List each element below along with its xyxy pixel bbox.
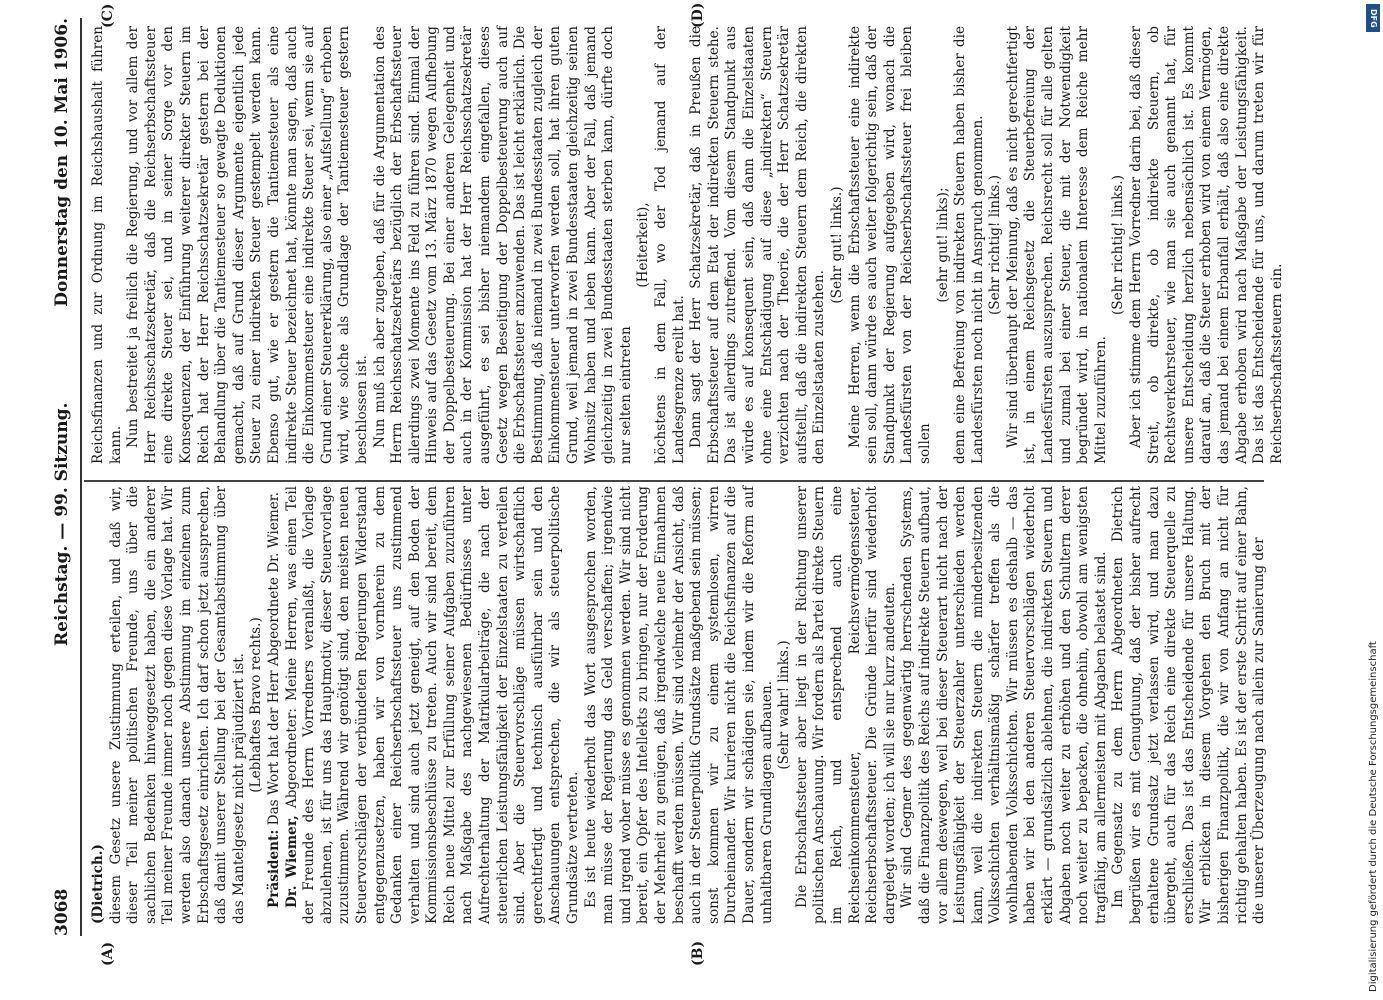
- reaction: (Heiterkeit),: [635, 202, 652, 288]
- paragraph: Im Gegensatz zu dem Herrn Abgeordneten Dietrich begrüßen wir es mit Genugtuung, daß der bisher aufrecht erhaltene Grundsatz jetzt verlassen wird, und man dazu übergeht, auch für das Reich eine direkte Steuerquelle zu erschließen. Das ist das Entscheidende für unsere Haltung. Wir erblicken in diesem Vorgehen den Bruch mit der bisherigen Finanzpolitik, die wir von Anfang an nicht für richtig gehalten haben. Es ist der erste Schritt auf einer Bahn, die unserer Überzeugung nach allein zur Sanierung der: [1110, 486, 1268, 924]
- dfg-logo: DFG: [1366, 4, 1380, 32]
- digitization-credit: Digitalisierung gefördert durch die Deutsche Forschungsgemeinschaft: [1368, 641, 1379, 992]
- reaction: (Lebhaftes Bravo rechts.): [248, 617, 265, 793]
- margin-marker-b: (B): [690, 940, 706, 966]
- reaction: (Sehr richtig! links.): [1110, 174, 1127, 316]
- margin-marker-c: (C): [100, 3, 116, 28]
- paragraph: Nun muß ich aber zugeben, daß für die Argumentation des Herrn Reichsschatzsekretärs bezüglich der Erbschaftssteuer allerdings zwei Momente ins Feld zu führen sind. Einmal der Hinweis auf das Gesetz vom 13. März 1870 wegen Aufhebung der Doppelbesteuerung. Bei einer anderen Gelegenheit und auch in der Kommission hat der Herr Reichsschatzsekretär ausgeführt, es sei bisher niemandem eingefallen, dieses Gesetz wegen Beseitigung der Doppelbesteuerung auch auf die Erbschaftssteuer anzuwenden. Das ist leicht erklärlich. Die Bestimmung, daß niemand in zwei Bundesstaaten zugleich der Einkommensteuer unterworfen werden soll, hat ihren guten Grund, weil jemand in zwei Bundesstaaten gleichzeitig seinen Wohnsitz haben und leben kann. Aber der Fall, daß jemand gleichzeitig in zwei Bundesstaaten sterben kann, dürfte doch nur selten eintreten: [371, 26, 634, 464]
- paragraph: Wir sind überhaupt der Meinung, daß es nicht gerechtfertigt ist, in einem Reichsgesetz die Steuerbefreiung der Landesfürsten auszusprechen. Reichsrecht soll für alle gelten und zumal bei einer Steuer, die mit der Notwendigkeit begründet wird, in nationalem Interesse dem Reiche mehr Mittel zuzuführen.: [1004, 26, 1109, 464]
- page-header: [48, 18, 78, 936]
- paragraph: Nun bestreitet ja freilich die Regierung, und vor allem der Herr Reichsschatzsekretär, daß die Reichserbschaftssteuer eine direkte Steuer sei, und in seiner Sorge vor den Konsequenzen, der Einführung weiterer direkter Steuern im Reich hat der Herr Reichsschatzsekretär gestern bei der Behandlung über die Tantiemesteuer so gewagte Deduktionen gemacht, daß auf Grund dieser Argumente eigentlich jede Steuer zu einer indirekten Steuer gestempelt werden kann. Ebenso gut, wie er gestern die Tantiemesteuer als eine indirekte Steuer bezeichnet hat, könnte man sagen, daß auch die Einkommensteuer eine indirekte Steuer sei, wenn sie auf Grund einer Steuererklärung, also einer „Aufstellung“ erhoben wird, wie solche als Grundlage der Tantiemesteuer gestern beschlossen ist.: [125, 26, 370, 464]
- speaker-label: Dr. Wiemer,: [283, 815, 300, 908]
- right-column: [90, 26, 1286, 464]
- margin-marker-d: (D): [690, 2, 706, 28]
- president-label: Präsident:: [265, 829, 282, 908]
- paragraph: Die Erbschaftssteuer aber liegt in der Richtung unserer politischen Anschauung. Wir fordern als Partei direkte Steuern im Reich, und entsprechend auch eine Reichseinkommensteuer, Reichsvermögenssteuer, Reichserbschaftssteuer. Die Gründe hierfür sind wiederholt dargelegt worden; ich will sie nur kurz andeuten.: [793, 486, 898, 924]
- speaker-tag: (Dietrich.): [90, 844, 106, 924]
- speech-text: Abgeordneter: Meine Herren, was einen Teil der Freunde des Herrn Vorredners veranlaßt, die Vorlage abzulehnen, ist für uns das Hauptmotiv, dieser Steuervorlage zuzustimmen. Während wir genötigt sind, den meisten neuen Steuervorschlägen der verbündeten Regierungen Widerstand entgegenzusetzen, haben wir von vornherein zu dem Gedanken einer Reichserbschaftssteuer uns zustimmend verhalten und sind auch jetzt geneigt, auf den Boden der Kommissionsbeschlüsse zu treten. Auch wir sind bereit, dem Reich neue Mittel zur Erfüllung seiner Aufgaben zuzuführen nach Maßgabe des nachgewiesenen Bedürfnisses unter Aufrechterhaltung der Matrikularbeiträge, die nach der steuerlichen Leistungsfähigkeit der Einzelstaaten zu verteilen sind. Aber die Steuervorschläge müssen wirtschaftlich gerechtfertigt und technisch ausführbar sein und den Anschauungen entsprechen, die wir als steuerpolitische Grundsätze vertreten.: [283, 485, 582, 924]
- paragraph: Es ist heute wiederholt das Wort ausgesprochen worden, man müsse der Regierung das Geld verschaffen; irgendwie und irgend woher müsse es genommen werden. Wir sind nicht bereit, ein Opfer des Intellekts zu bringen, nur der Forderung der Mehrheit zu genügen, daß irgendwelche neue Einnahmen beschafft werden müssen. Wir sind vielmehr der Ansicht, daß auch in der Steuerpolitik Grundsätze maßgebend sein müssen; sonst kommen wir zu einem systemlosen, wirren Durcheinander. Wir kurieren nicht die Reichsfinanzen auf die Dauer, sondern wir schädigen sie, indem wir die Reform auf unhaltbaren Grundlagen aufbauen.: [582, 486, 775, 924]
- paragraph: Reichsfinanzen und zur Ordnung im Reichshaushalt führen kann.: [90, 26, 124, 464]
- reaction: (sehr gut! links);: [934, 187, 951, 303]
- session-date: Donnerstag den 10. Mai 1906.: [52, 18, 72, 307]
- paragraph: höchstens in dem Fall, wo der Tod jemand auf der Landesgrenze ereilt hat.: [653, 26, 687, 464]
- header-rule: [80, 18, 82, 936]
- reaction: (Sehr richtig! links.): [987, 174, 1004, 316]
- margin-marker-a: (A): [100, 941, 116, 966]
- speech-paragraph: [284, 486, 583, 924]
- paragraph: Wir sind Gegner des gegenwärtig herrschenden Systems, daß die Finanzpolitik des Reichs auf indirekte Steuern aufbaut, vor allem deswegen, weil bei dieser Steuerart nicht nach der Leistungsfähigkeit der Steuerzahler unterschieden werden kann, weil die indirekten Steuern die minderbesitzenden Volksschichten verhältnismäßig schärfer treffen als die wohlhabenden Volksschichten. Wir müssen es deshalb — das haben wir bei den anderen Steuervorschlägen wiederholt erklärt — grundsätzlich ablehnen, die indirekten Steuern und Abgaben noch weiter zu erhöhen und den Schultern derer noch weiter zu bepacken, die ohnehin, obwohl am wenigsten tragfähig, am allermeisten mit Abgaben belastet sind.: [899, 486, 1109, 924]
- president-paragraph: [266, 486, 284, 924]
- paragraph: denn eine Befreiung von indirekten Steuern haben bisher die Landesfürsten noch nicht in Anspruch genommen.: [952, 26, 986, 464]
- session-title: Reichstag. — 99. Sitzung.: [52, 402, 72, 646]
- column-divider: [84, 481, 1264, 483]
- left-column: [90, 486, 1269, 924]
- paragraph: Dann sagt der Herr Schatzsekretär, daß in Preußen die Erbschaftssteuer auf dem Etat der indirekten Steuern stehe. Das ist allerdings zutreffend. Vom diesem Standpunkt aus würde es auf konsequent sein, daß dann die Einzelstaaten ohne eine Entschädigung auf diese „indirekten“ Steuern verzichten nach der Theorie, die der Herr Schatzsekretär aufstellt, daß die indirekten Steuern dem Reich, die direkten den Einzelstaaten zustehen.: [688, 26, 828, 464]
- reaction: (Sehr wahr! links.): [776, 640, 793, 770]
- paragraph: diesem Gesetz unsere Zustimmung erteilen, und daß wir, dieser Teil meiner politischen Freunde, uns über die sachlichen Bedenken hinweggesetzt haben, die ein anderer Teil meiner Freunde immer noch gegen diese Vorlage hat. Wir werden also danach unsere Abstimmung im einzelnen zum Erbschaftsgesetz einrichten. Ich darf schon jetzt aussprechen, daß damit unserer Stellung bei der Gesamtabstimmung über das Mantelgesetz nicht präjudiziert ist.: [107, 486, 247, 924]
- president-text: Das Wort hat der Herr Abgeordnete Dr. Wiemer.: [265, 491, 282, 826]
- paragraph: Meine Herren, wenn die Erbschaftssteuer eine indirekte sein soll, dann würde es auch weiter folgerichtig sein, daß der Standpunkt der Regierung aufgegeben wird, wonach die Landesfürsten von der Reichserbschaftssteuer frei bleiben sollen: [846, 26, 933, 464]
- reaction: (Sehr gut! links.): [828, 186, 845, 304]
- paragraph: Aber ich stimme dem Herrn Vorredner darin bei, daß dieser Streit, ob direkte, ob indirekte Steuern, ob Rechtsverkehrsteuer, wie man sie auch genannt hat, für unsere Entscheidung herzlich nebensächlich ist. Es kommt darauf an, daß die Steuer erhoben wird von einem Vermögen, das jemand bei einem Erbanfall erhält, daß also eine direkte Abgabe erhoben wird nach Maßgabe der Leistungsfähigkeit. Das ist das Entscheidende für uns, und darum treten wir für Reichserbschaftssteuern ein.: [1128, 26, 1285, 464]
- page-number: 3068: [52, 888, 72, 936]
